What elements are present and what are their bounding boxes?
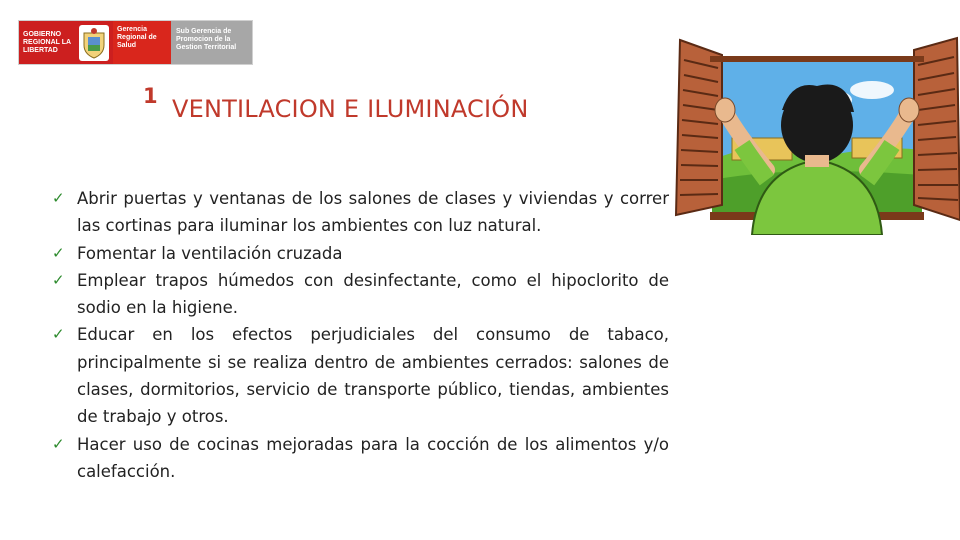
recommendation-list	[52, 185, 669, 485]
regional-coat-of-arms-icon	[79, 25, 109, 61]
list-item	[52, 185, 669, 240]
gobierno-regional-label: GOBIERNO REGIONAL LA LIBERTAD	[23, 30, 71, 54]
list-item	[52, 431, 669, 486]
subgerencia-label: Sub Gerencia de Promocion de la Gestion Territorial	[171, 21, 252, 64]
checkmark-icon: ✓	[52, 270, 65, 289]
section-number: 1	[143, 84, 158, 108]
checkmark-icon: ✓	[52, 434, 65, 453]
list-item	[52, 267, 669, 322]
list-item	[52, 240, 669, 267]
list-item-text: Emplear trapos húmedos con desinfectante, como el hipoclorito de sodio en la higiene.	[77, 270, 669, 318]
list-item-text: Hacer uso de cocinas mejoradas para la cocción de los alimentos y/o calefacción.	[77, 434, 669, 481]
person-opening-window-icon	[672, 20, 960, 235]
checkmark-icon: ✓	[52, 189, 65, 207]
list-item-text: Educar en los efectos perjudiciales del consumo de tabaco, principalmente si se realiza dentro de ambientes cerrados: salones de clases, dormitorios, servicio de transporte público, tiendas, ambientes de trabajo y otros.	[77, 325, 669, 427]
list-item-text: Abrir puertas y ventanas de los salones de clases y viviendas y correr las cortinas para iluminar los ambientes con luz natural.	[77, 189, 669, 236]
list-item-text: Fomentar la ventilación cruzada	[77, 243, 343, 263]
checkmark-icon: ✓	[52, 243, 65, 262]
list-item	[52, 321, 669, 430]
checkmark-icon: ✓	[52, 325, 65, 344]
institution-header	[18, 20, 253, 65]
page-title: VENTILACION E ILUMINACIÓN	[172, 95, 529, 123]
gerencia-salud-label: Gerencia Regional de Salud	[113, 21, 171, 64]
gobierno-regional-block	[19, 21, 113, 64]
